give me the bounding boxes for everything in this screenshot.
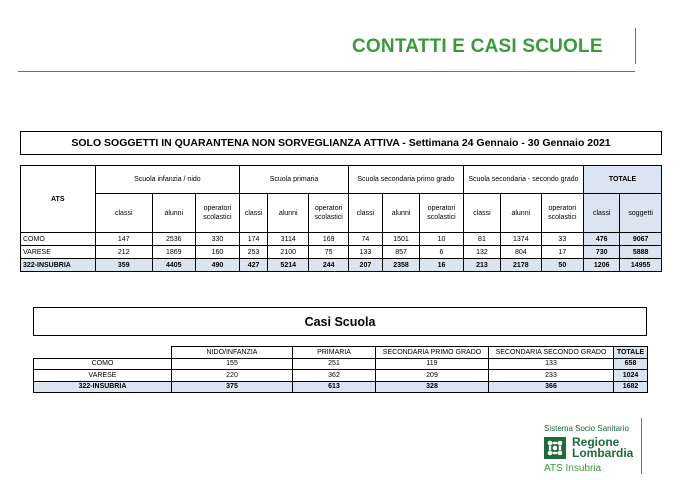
total-cell: 730 bbox=[584, 246, 620, 259]
logo-ats-text: ATS Insubria bbox=[544, 463, 602, 474]
cell: 233 bbox=[489, 370, 614, 382]
subheader: classi bbox=[95, 194, 152, 233]
total-cell: 14955 bbox=[620, 259, 662, 272]
subheader: operatori scolastici bbox=[195, 194, 240, 233]
cell: 5214 bbox=[267, 259, 309, 272]
column-header: PRIMARIA bbox=[293, 347, 376, 359]
table-row-total bbox=[21, 259, 662, 272]
subheader: classi bbox=[348, 194, 382, 233]
subheader: operatori scolastici bbox=[309, 194, 348, 233]
cell: 155 bbox=[172, 358, 293, 370]
table-row bbox=[21, 246, 662, 259]
cell: 213 bbox=[463, 259, 500, 272]
empty-header bbox=[34, 347, 172, 359]
cell: 244 bbox=[309, 259, 348, 272]
column-header: SECONDARIA SECONDO GRADO bbox=[489, 347, 614, 359]
cell: 366 bbox=[489, 381, 614, 393]
cell: 147 bbox=[95, 233, 152, 246]
cell: 133 bbox=[348, 246, 382, 259]
subheader: alunni bbox=[267, 194, 309, 233]
group-header: Scuola infanzia / nido bbox=[95, 166, 240, 194]
row-label: COMO bbox=[21, 233, 96, 246]
cell: 132 bbox=[463, 246, 500, 259]
cell: 212 bbox=[95, 246, 152, 259]
total-cell: 9067 bbox=[620, 233, 662, 246]
cell: 17 bbox=[541, 246, 584, 259]
total-cell: 1024 bbox=[614, 370, 648, 382]
row-label: VARESE bbox=[34, 370, 172, 382]
subheader: soggetti bbox=[620, 194, 662, 233]
logo-name bbox=[572, 437, 633, 459]
cell: 207 bbox=[348, 259, 382, 272]
cell: 251 bbox=[293, 358, 376, 370]
regione-lombardia-logo-icon bbox=[544, 437, 566, 459]
quarantine-table bbox=[20, 165, 662, 272]
quarantine-title: SOLO SOGGETTI IN QUARANTENA NON SORVEGLIANZA ATTIVA - Settimana 24 Gennaio - 30 Gennaio 2021 bbox=[20, 131, 662, 155]
cell: 857 bbox=[382, 246, 419, 259]
cell: 75 bbox=[309, 246, 348, 259]
cell: 2358 bbox=[382, 259, 419, 272]
cell: 4405 bbox=[153, 259, 196, 272]
total-group-header: TOTALE bbox=[584, 166, 662, 194]
cell: 359 bbox=[95, 259, 152, 272]
cell: 50 bbox=[541, 259, 584, 272]
total-cell: 1206 bbox=[584, 259, 620, 272]
cell: 253 bbox=[240, 246, 268, 259]
group-header: Scuola primaria bbox=[240, 166, 349, 194]
logo-name-line2: Lombardia bbox=[572, 446, 634, 460]
subheader: operatori scolastici bbox=[420, 194, 464, 233]
cell: 490 bbox=[195, 259, 240, 272]
row-label: 322-INSUBRIA bbox=[34, 381, 172, 393]
cell: 328 bbox=[376, 381, 489, 393]
title-horizontal-rule bbox=[18, 71, 635, 72]
cell: 169 bbox=[309, 233, 348, 246]
subheader: classi bbox=[584, 194, 620, 233]
cases-table bbox=[33, 346, 648, 393]
cell: 74 bbox=[348, 233, 382, 246]
total-cell: 658 bbox=[614, 358, 648, 370]
cell: 33 bbox=[541, 233, 584, 246]
column-header: SECONDARIA PRIMO GRADO bbox=[376, 347, 489, 359]
cell: 362 bbox=[293, 370, 376, 382]
cell: 1374 bbox=[501, 233, 541, 246]
cell: 2536 bbox=[153, 233, 196, 246]
total-cell: 1682 bbox=[614, 381, 648, 393]
subheader: classi bbox=[463, 194, 500, 233]
group-header: Scuola secondaria - secondo grado bbox=[463, 166, 583, 194]
cell: 119 bbox=[376, 358, 489, 370]
cell: 330 bbox=[195, 233, 240, 246]
cell: 804 bbox=[501, 246, 541, 259]
cell: 375 bbox=[172, 381, 293, 393]
subheader: alunni bbox=[153, 194, 196, 233]
cell: 10 bbox=[420, 233, 464, 246]
table-row-total bbox=[34, 381, 648, 393]
logo-name-line1: Regione bbox=[572, 435, 620, 449]
cases-title: Casi Scuola bbox=[33, 307, 647, 336]
table-row bbox=[21, 233, 662, 246]
cell: 209 bbox=[376, 370, 489, 382]
cell: 6 bbox=[420, 246, 464, 259]
cell: 1869 bbox=[153, 246, 196, 259]
cell: 133 bbox=[489, 358, 614, 370]
cell: 3114 bbox=[267, 233, 309, 246]
subheader: alunni bbox=[382, 194, 419, 233]
cell: 160 bbox=[195, 246, 240, 259]
cell: 174 bbox=[240, 233, 268, 246]
cell: 16 bbox=[420, 259, 464, 272]
cell: 81 bbox=[463, 233, 500, 246]
ats-header: ATS bbox=[21, 166, 96, 233]
column-header: NIDO/INFANZIA bbox=[172, 347, 293, 359]
cell: 427 bbox=[240, 259, 268, 272]
cell: 2178 bbox=[501, 259, 541, 272]
row-label: 322-INSUBRIA bbox=[21, 259, 96, 272]
total-cell: 476 bbox=[584, 233, 620, 246]
cell: 220 bbox=[172, 370, 293, 382]
subheader: classi bbox=[240, 194, 268, 233]
page-title: CONTATTI E CASI SCUOLE bbox=[352, 36, 603, 57]
cell: 613 bbox=[293, 381, 376, 393]
logo-rule bbox=[641, 418, 642, 474]
title-vertical-rule bbox=[635, 28, 636, 64]
cell: 1501 bbox=[382, 233, 419, 246]
subheader: operatori scolastici bbox=[541, 194, 584, 233]
subheader: alunni bbox=[501, 194, 541, 233]
table-row bbox=[34, 370, 648, 382]
group-header: Scuola secondaria primo grado bbox=[348, 166, 463, 194]
row-label: VARESE bbox=[21, 246, 96, 259]
table-row bbox=[34, 358, 648, 370]
cell: 2100 bbox=[267, 246, 309, 259]
logo-system-text: Sistema Socio Sanitario bbox=[544, 424, 629, 433]
row-label: COMO bbox=[34, 358, 172, 370]
total-column-header: TOTALE bbox=[614, 347, 648, 359]
total-cell: 5888 bbox=[620, 246, 662, 259]
